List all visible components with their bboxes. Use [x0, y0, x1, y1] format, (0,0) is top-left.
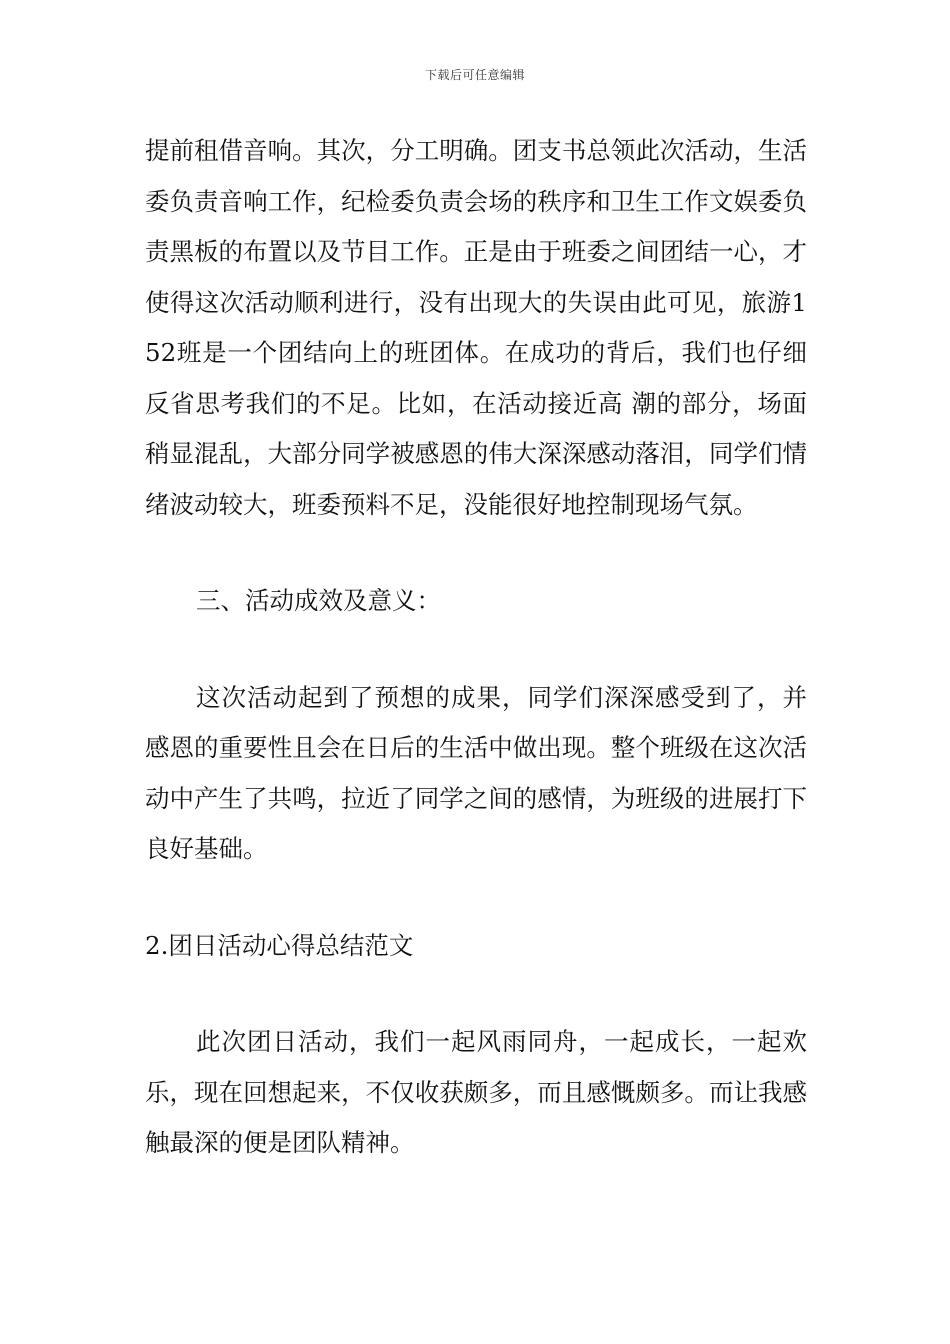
- article-heading-2: 2.团日活动心得总结范文: [145, 930, 414, 960]
- section-heading-3: 三、活动成效及意义：: [196, 586, 441, 615]
- paragraph-1: 提前租借音响。其次，分工明确。团支书总领此次活动，生活委负责音响工作，纪检委负责会场的秩序和卫生工作文娱委负责黑板的布置以及节目工作。正是由于班委之间团结一心，才使得这次活动顺利进行，没有出现大的失误由此可见，旅游152班是一个团结向上的班团体。在成功的背后，我们也仔细反省思考我们的不足。比如，在活动接近高 潮的部分，场面稍显混乱，大部分同学被感恩的伟大深深感动落泪，同学们情绪波动较大，班委预料不足，没能很好地控制现场气氛。: [145, 136, 807, 519]
- paragraph-3: 此次团日活动，我们一起风雨同舟，一起成长，一起欢乐，现在回想起来，不仅收获颇多，而且感慨颇多。而让我感触最深的便是团队精神。: [145, 1027, 807, 1157]
- header-note: 下载后可任意编辑: [424, 68, 525, 82]
- document-body: [145, 126, 807, 1169]
- paragraph-2: 这次活动起到了预想的成果，同学们深深感受到了，并感恩的重要性且会在日后的生活中做出现。整个班级在这次活动中产生了共鸣，拉近了同学之间的感情，为班级的进展打下良好基础。: [145, 682, 807, 863]
